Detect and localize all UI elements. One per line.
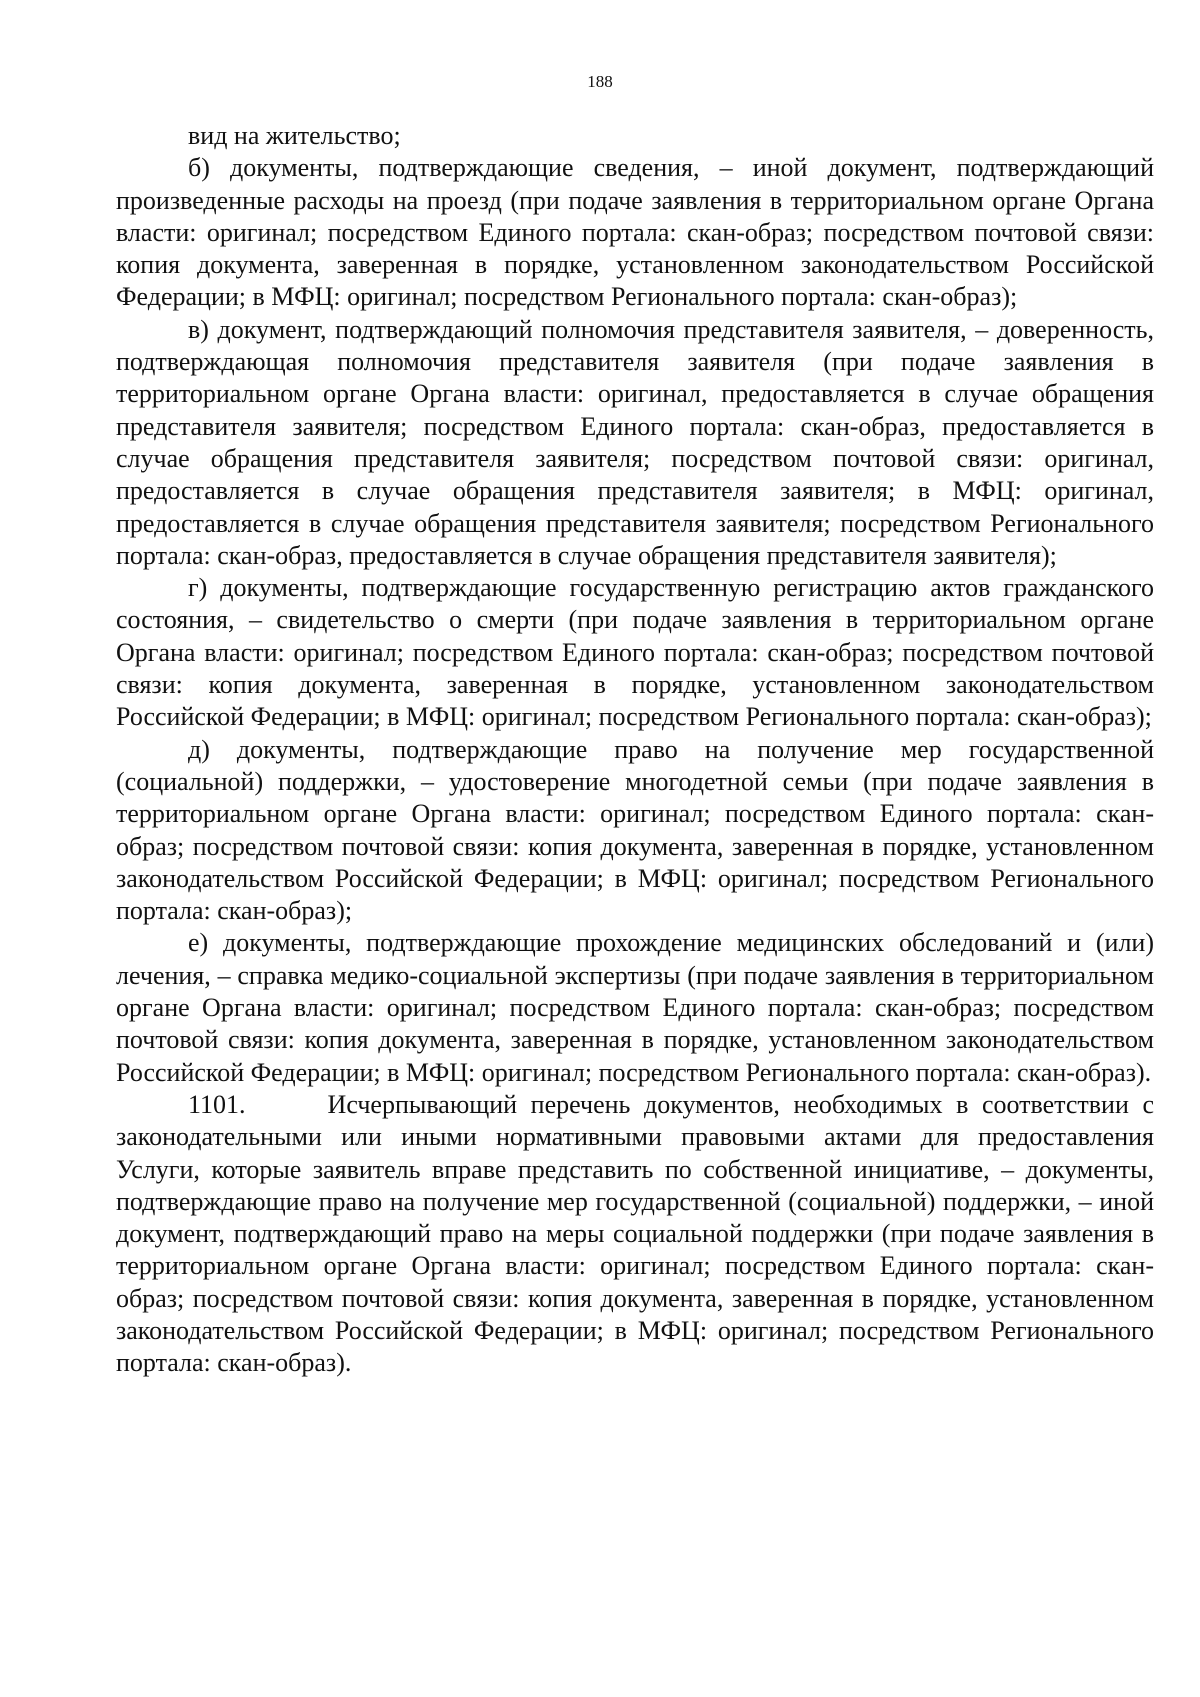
paragraph-b-travel-expenses: б) документы, подтверждающие сведения, – иной документ, подтверждающий произведенные расходы на проезд (при подаче заявления в территориальном органе Органа власти: оригинал; посредством Единого портала: скан-образ; посредством почтовой связи: копия документа, заверенная в порядке, установленном законодательством Российской Федерации; в МФЦ: оригинал; посредством Регионального портала: скан-образ); (116, 153, 1154, 312)
paragraph-residence-permit: вид на жительство; (188, 121, 401, 150)
paragraph-e-medical-examination: е) документы, подтверждающие прохождение медицинских обследований и (или) лечения, – справка медико-социальной экспертизы (при подаче заявления в территориальном органе Органа власти: оригинал; посредством Единого портала: скан-образ; посредством почтовой связи: копия документа, заверенная в порядке, установленном законодательством Российской Федерации; в МФЦ: оригинал; посредством Регионального портала: скан-образ). (116, 928, 1154, 1087)
paragraph-1101 (116, 1089, 1154, 1380)
paragraph-v-representative-authority: в) документ, подтверждающий полномочия представителя заявителя, – доверенность, подтверждающая полномочия представителя заявителя (при подаче заявления в территориальном органе Органа власти: оригинал, предоставляется в случае обращения представителя заявителя; посредством Единого портала: скан-образ, предоставляется в случае обращения представителя заявителя; посредством почтовой связи: оригинал, предоставляется в случае обращения представителя заявителя; в МФЦ: оригинал, предоставляется в случае обращения представителя заявителя; посредством Регионального портала: скан-образ, предоставляется в случае обращения представителя заявителя); (116, 314, 1154, 570)
paragraph-number: 1101. (188, 1089, 246, 1119)
document-body (116, 120, 1154, 1380)
page-number: 188 (587, 72, 613, 91)
paragraph-d-state-support: д) документы, подтверждающие право на получение мер государственной (социальной) поддержки, – удостоверение многодетной семьи (при подаче заявления в территориальном органе Органа власти: оригинал; посредством Единого портала: скан-образ; посредством почтовой связи: копия документа, заверенная в порядке, установленном законодательством Российской Федерации; в МФЦ: оригинал; посредством Регионального портала: скан-образ); (116, 734, 1154, 926)
paragraph-g-civil-registration: г) документы, подтверждающие государственную регистрацию актов гражданского состояния, – свидетельство о смерти (при подаче заявления в территориальном органе Органа власти: оригинал; посредством Единого портала: скан-образ; посредством почтовой связи: копия документа, заверенная в порядке, установленном законодательством Российской Федерации; в МФЦ: оригинал; посредством Регионального портала: скан-образ); (116, 573, 1154, 732)
paragraph-1101-text: Исчерпывающий перечень документов, необходимых в соответствии с законодательными или иными нормативными правовыми актами для предоставления Услуги, которые заявитель вправе представить по собственной инициативе, – документы, подтверждающие право на получение мер государственной (социальной) поддержки, – иной документ, подтверждающий право на меры социальной поддержки (при подаче заявления в территориальном органе Органа власти: оригинал; посредством Единого портала: скан-образ; посредством почтовой связи: копия документа, заверенная в порядке, установленном законодательством Российской Федерации; в МФЦ: оригинал; посредством Регионального портала: скан-образ). (116, 1089, 1154, 1378)
